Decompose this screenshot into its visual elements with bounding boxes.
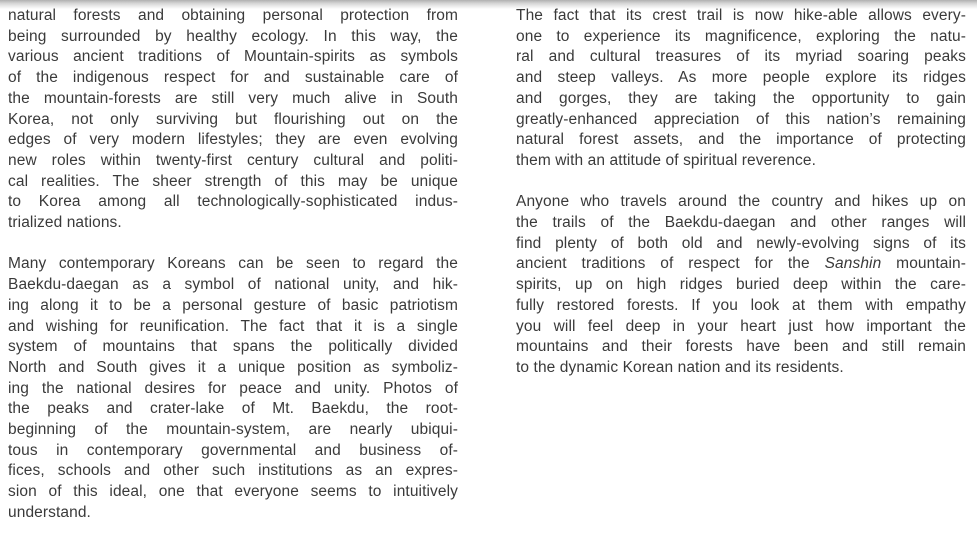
text-line: trialized nations.: [8, 214, 122, 232]
text-line: sion of this ideal, one that everyone seems to intuitively: [8, 483, 458, 501]
text-line: the peaks and crater-lake of Mt. Baekdu, the root-: [8, 400, 458, 418]
paragraph: [8, 6, 458, 234]
text-line: being surrounded by healthy ecology. In this way, the: [8, 27, 458, 45]
text-line: you will feel deep in your heart just how important the: [516, 317, 966, 335]
text-line: the trails of the Baekdu-daegan and other ranges will: [516, 214, 966, 232]
text-line: The fact that its crest trail is now hike-able allows every-: [516, 7, 966, 24]
text-column-right: [516, 6, 966, 399]
text-line: ing along it to be a personal gesture of basic patriotism: [8, 296, 458, 314]
text-line: natural forests and obtaining personal protection from: [8, 7, 458, 24]
text-line: fully restored forests. If you look at them with empathy: [516, 296, 966, 314]
paragraph: [8, 254, 458, 523]
text-line: ancient traditions of respect for the Sanshin mountain-: [516, 255, 967, 273]
text-line: ral and cultural treasures of its myriad soaring peaks: [516, 48, 966, 66]
text-line: new roles within twenty-first century cultural and politi-: [8, 151, 458, 169]
text-line: understand.: [8, 503, 91, 521]
text-line: find plenty of both old and newly-evolving signs of its: [516, 234, 966, 252]
text-line: system of mountains that spans the politically divided: [8, 338, 458, 356]
text-line: fices, schools and other such institutions as an expres-: [8, 462, 458, 480]
text-line: Many contemporary Koreans can be seen to regard the: [8, 255, 458, 273]
text-line: tous in contemporary governmental and business of-: [8, 441, 458, 459]
text-line: of the indigenous respect for and sustainable care of: [8, 69, 458, 87]
text-line: North and South gives it a unique position as symboliz-: [8, 358, 458, 376]
text-line: them with an attitude of spiritual reverence.: [516, 151, 817, 169]
text-line: to Korea among all technologically-sophisticated indus-: [8, 193, 458, 211]
text-line: mountains and their forests have been and still remain: [516, 338, 966, 356]
text-line: and steep valleys. As more people explore its ridges: [516, 69, 966, 87]
text-line: Anyone who travels around the country and hikes up on: [516, 193, 966, 211]
text-line: various ancient traditions of Mountain-spirits as symbols: [8, 48, 458, 66]
text-line: greatly-enhanced appreciation of this nation’s remaining: [516, 110, 966, 128]
text-line: beginning of the mountain-system, are nearly ubiqui-: [8, 421, 458, 439]
text-line: the mountain-forests are still very much alive in South: [8, 89, 458, 107]
text-line: Baekdu-daegan as a symbol of national unity, and hik-: [8, 276, 458, 294]
paragraph: [516, 6, 966, 172]
text-line: edges of very modern lifestyles; they are even evolving: [8, 131, 458, 149]
text-line: ing the national desires for peace and unity. Photos of: [8, 379, 458, 397]
italic-term: Sanshin: [824, 255, 882, 273]
text-line: and wishing for reunification. The fact that it is a single: [8, 317, 458, 335]
text-line: natural forest assets, and the importance of protecting: [516, 131, 966, 149]
text-line: and gorges, they are taking the opportunity to gain: [516, 89, 966, 107]
text-line: cal realities. The sheer strength of this may be unique: [8, 172, 458, 190]
text-line: to the dynamic Korean nation and its residents.: [516, 358, 844, 376]
text-line: Korea, not only surviving but flourishing out on the: [8, 110, 458, 128]
text-line: one to experience its magnificence, exploring the natu-: [516, 27, 966, 45]
text-line: spirits, up on high ridges buried deep within the care-: [516, 276, 966, 294]
text-column-left: [8, 6, 458, 544]
paragraph: [516, 192, 966, 378]
